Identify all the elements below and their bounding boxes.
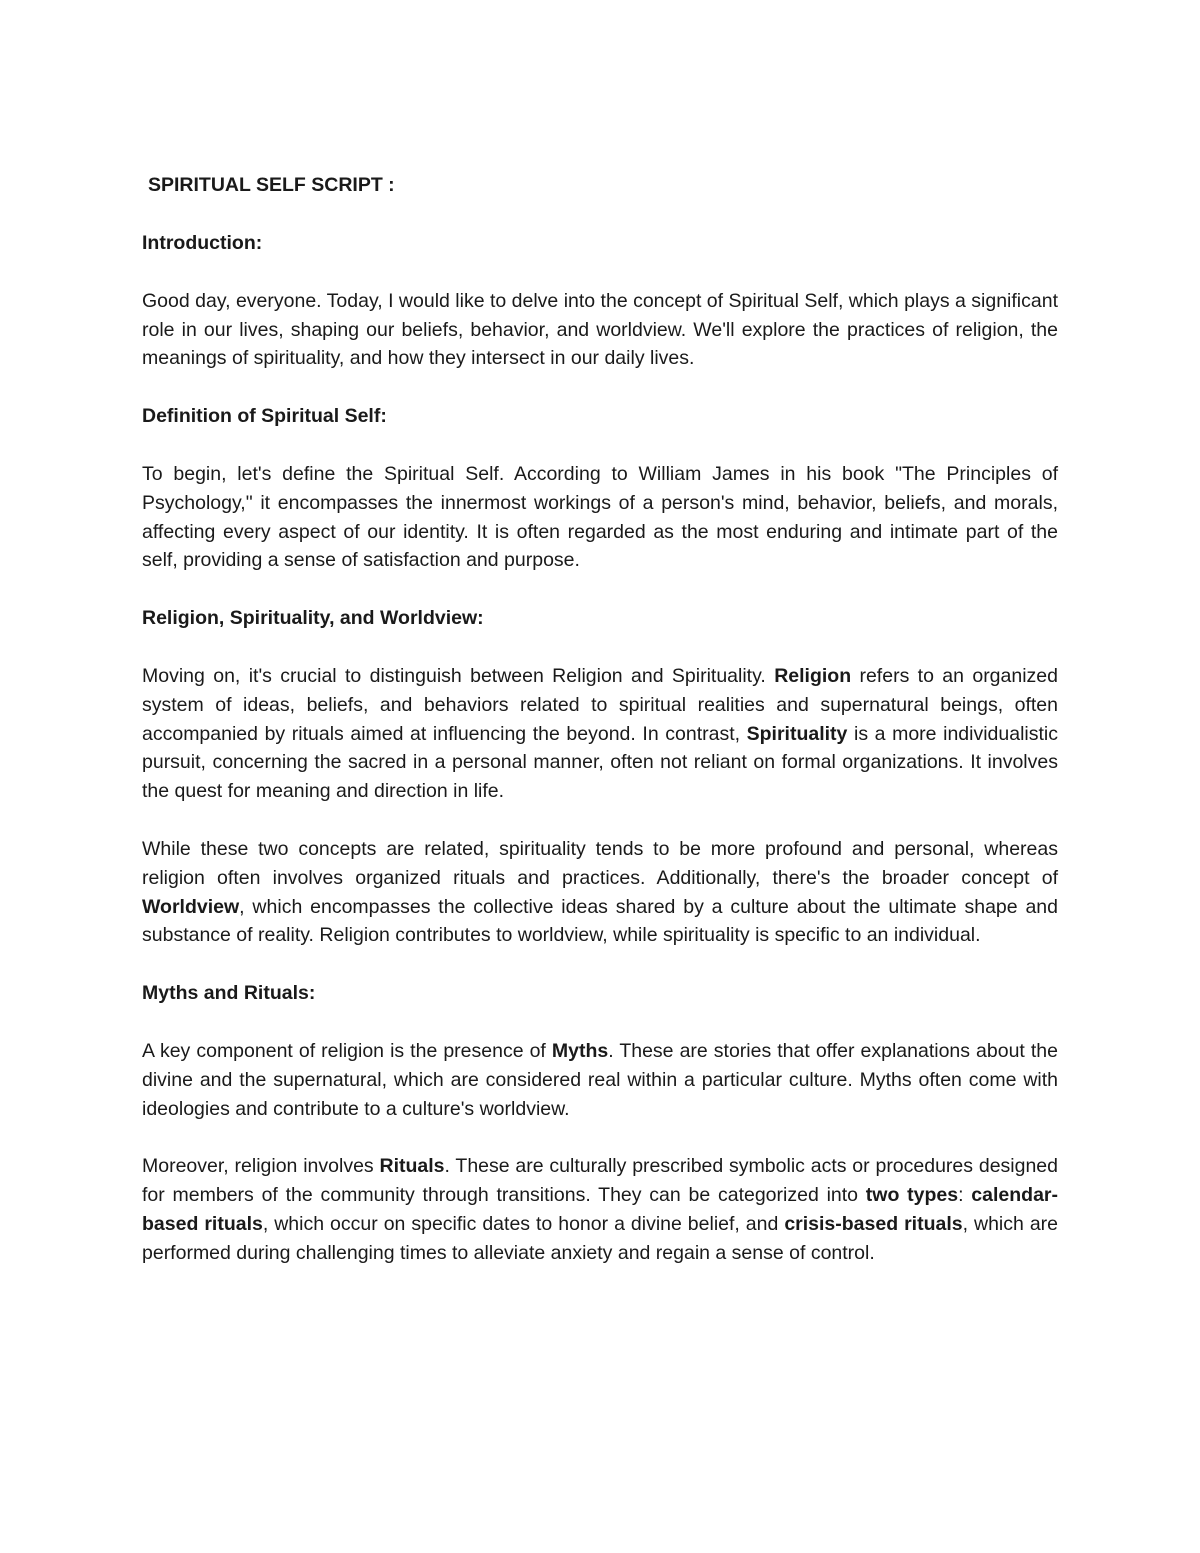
bold-term: Myths: [551, 1039, 609, 1062]
document-page: [142, 170, 1058, 1297]
bold-term: crisis-based rituals: [784, 1212, 963, 1235]
text-run: , which encompasses the collective ideas shared by a culture about the ultimate shape and substance of reality. Religion contributes to worldview, while spirituality is specific to an individual.: [142, 895, 1058, 947]
body-paragraph: [142, 1152, 1058, 1267]
document-title: SPIRITUAL SELF SCRIPT :: [148, 174, 395, 196]
body-paragraph: [142, 1037, 1058, 1123]
text-run: To begin, let's define the Spiritual Self. According to William James in his book "The Principles of Psychology," it encompasses the innermost workings of a person's mind, behavior, beliefs, and morals, affecting every aspect of our identity. It is often regarded as the most enduring and intimate part of the self, providing a sense of satisfaction and purpose.: [142, 462, 1058, 572]
body-paragraph: [142, 287, 1058, 373]
text-run: . These are stories that offer explanations about the divine and the supernatural, which are considered real within a particular culture. Myths often come with ideologies and contribute to a culture's worldview.: [142, 1039, 1058, 1120]
bold-term: Worldview: [142, 895, 240, 918]
text-run: . These are culturally prescribed symbolic acts or procedures designed for members of the community through transitions. They can be categorized into: [142, 1155, 1058, 1207]
section-heading: Religion, Spirituality, and Worldview:: [142, 607, 484, 630]
text-run: Moreover, religion involves: [142, 1155, 380, 1178]
bold-term: two types: [865, 1184, 959, 1207]
bold-term: Rituals: [379, 1155, 445, 1178]
text-run: :: [958, 1184, 972, 1207]
text-run: refers to an organized system of ideas, beliefs, and behaviors related to spiritual realities and supernatural beings, often accompanied by rituals aimed at influencing the beyond. In contrast,: [142, 664, 1058, 745]
text-run: , which are performed during challenging times to alleviate anxiety and regain a sense of control.: [142, 1212, 1058, 1264]
bold-term: calendar-based rituals: [142, 1184, 1058, 1235]
text-run: Good day, everyone. Today, I would like to delve into the concept of Spiritual Self, which plays a significant role in our lives, shaping our beliefs, behavior, and worldview. We'll explore the practices of religion, the meanings of spirituality, and how they intersect in our daily lives.: [142, 289, 1058, 370]
text-run: While these two concepts are related, spirituality tends to be more profound and personal, whereas religion often involves organized rituals and practices. Additionally, there's the broader concept of: [142, 837, 1058, 889]
text-run: A key component of religion is the presence of: [142, 1039, 552, 1062]
text-run: Moving on, it's crucial to distinguish between Religion and Spirituality.: [142, 664, 775, 687]
body-paragraph: [142, 835, 1058, 950]
text-run: is a more individualistic pursuit, concerning the sacred in a personal manner, often not reliant on formal organizations. It involves the quest for meaning and direction in life.: [142, 722, 1058, 803]
section-heading: Myths and Rituals:: [142, 982, 316, 1005]
body-paragraph: [142, 662, 1058, 806]
section-heading: Definition of Spiritual Self:: [142, 405, 387, 428]
section-heading: Introduction:: [142, 232, 263, 254]
bold-term: Religion: [774, 664, 852, 687]
body-paragraph: [142, 460, 1058, 575]
text-run: , which occur on specific dates to honor a divine belief, and: [262, 1212, 785, 1235]
document-body: [142, 229, 1058, 1268]
bold-term: Spirituality: [746, 722, 848, 745]
